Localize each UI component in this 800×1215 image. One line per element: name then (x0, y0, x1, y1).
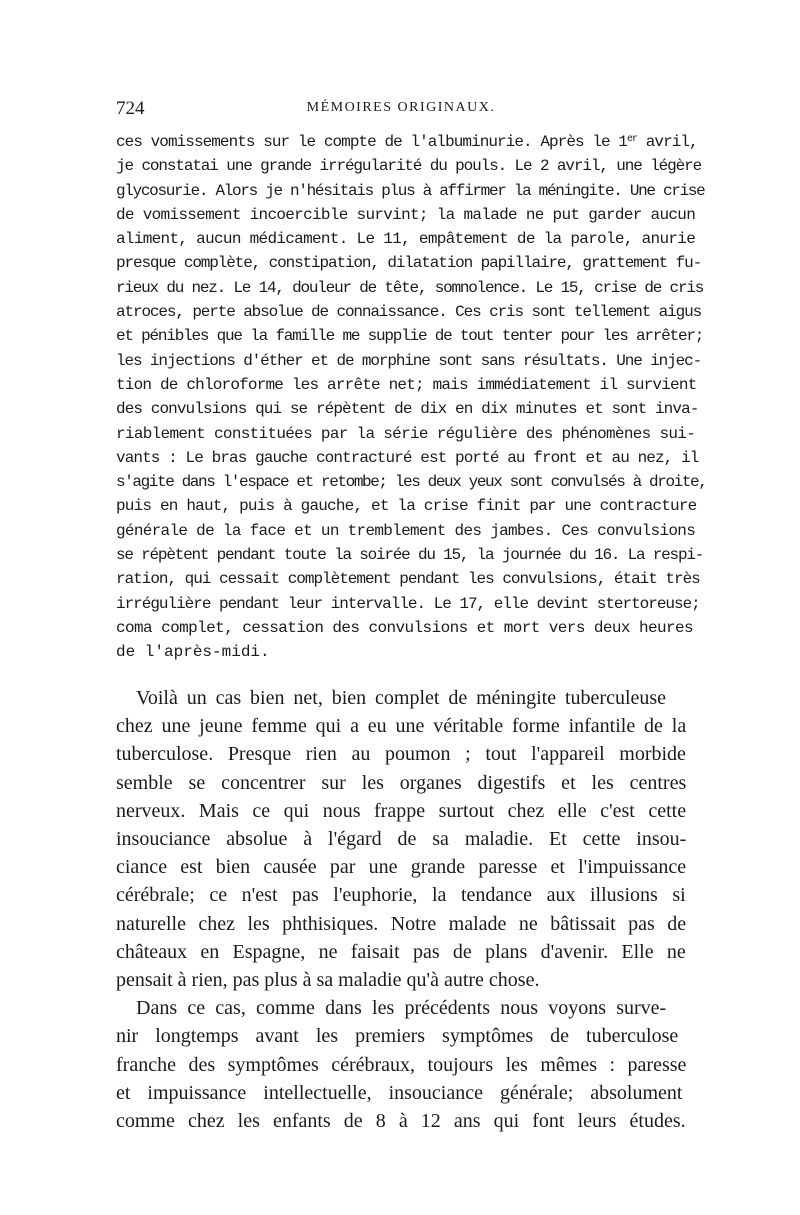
text-line: de vomissement incoercible survint; la malade ne put garder aucun (116, 205, 696, 224)
text-line: irrégulière pendant leur intervalle. Le 17, elle devint stertoreuse; (116, 594, 700, 613)
text-line: générale de la face et un tremblement des jambes. Ces convulsions (116, 521, 696, 540)
text-line: les injections d'éther et de morphine sont sans résultats. Une injec- (116, 351, 702, 370)
text-line: ciance est bien causée par une grande paresse et l'impuissance (116, 856, 687, 879)
text-line: naturelle chez les phthisiques. Notre malade ne bâtissait pas de (116, 912, 687, 935)
text-line: glycosurie. Alors je n'hésitais plus à affirmer la méningite. Une crise (116, 181, 705, 200)
text-line: de l'après-midi. (116, 643, 270, 662)
text-line: se répètent pendant toute la soirée du 15, la journée du 16. La respi- (116, 546, 704, 565)
text-line: chez une jeune femme qui a eu une véritable forme infantile de la (116, 715, 687, 738)
text-line: riablement constituées par la série régulière des phénomènes sui- (116, 424, 696, 443)
text-line: ration, qui cessait complètement pendant les convulsions, était très (116, 570, 700, 589)
text-line: ces vomissements sur le compte de l'albuminurie. Après le 1er avril, (116, 133, 698, 151)
text-line: tion de chloroforme les arrête net; mais immédiatement il survient (116, 375, 697, 394)
text-line: aliment, aucun médicament. Le 11, empâtement de la parole, anurie (116, 230, 696, 249)
running-head (116, 98, 686, 128)
text-line: coma complet, cessation des convulsions et mort vers deux heures (116, 618, 694, 637)
text-line: nerveux. Mais ce qui nous frappe surtout chez elle c'est cette (116, 799, 687, 822)
text-line: atroces, perte absolue de connaissance. Ces cris sont tellement aigus (116, 303, 702, 322)
text-line: châteaux en Espagne, ne faisait pas de plans d'avenir. Elle ne (116, 940, 686, 963)
text-line: insouciance absolue à l'égard de sa maladie. Et cette insou- (116, 828, 687, 851)
text-line: puis en haut, puis à gauche, et la crise finit par une contracture (116, 497, 697, 516)
text-line: je constatai une grande irrégularité du pouls. Le 2 avril, une légère (116, 157, 702, 176)
commentary-paragraph-2 (116, 994, 686, 1135)
text-line: semble se concentrer sur les organes digestifs et les centres (116, 771, 687, 794)
page-number: 724 (116, 98, 145, 119)
text-line: cérébrale; ce n'est pas l'euphorie, la tendance aux illusions si (116, 884, 686, 907)
text-line: et impuissance intellectuelle, insouciance générale; absolument (116, 1081, 683, 1104)
text-line: Voilà un cas bien net, bien complet de méningite tuberculeuse (136, 687, 667, 709)
text-line: tuberculose. Presque rien au poumon ; tout l'appareil morbide (116, 743, 686, 766)
text-line: et pénibles que la famille me supplie de tout tenter pour les arrêter; (116, 327, 704, 346)
text-line: des convulsions qui se répètent de dix en dix minutes et sont inva- (116, 400, 699, 419)
text-line: rieux du nez. Le 14, douleur de tête, somnolence. Le 15, crise de cris (116, 278, 704, 297)
commentary-paragraph-1 (116, 684, 686, 994)
text-line: pensait à rien, pas plus à sa maladie qu'à autre chose. (116, 969, 540, 992)
running-title: MÉMOIRES ORIGINAUX. (306, 100, 496, 115)
text-line: vants : Le bras gauche contracturé est porté au front et au nez, il (116, 448, 699, 467)
case-report-paragraph (116, 130, 707, 665)
text-line: nir longtemps avant les premiers symptômes de tuberculose (116, 1025, 679, 1048)
text-line: Dans ce cas, comme dans les précédents nous voyons surve- (136, 997, 667, 1020)
commentary-section (116, 684, 686, 1135)
text-line: presque complète, constipation, dilatation papillaire, grattement fu- (116, 254, 702, 273)
text-line: comme chez les enfants de 8 à 12 ans qui font leurs études. (116, 1110, 686, 1133)
text-line: s'agite dans l'espace et retombe; les deux yeux sont convulsés à droite, (116, 473, 707, 492)
text-line: franche des symptômes cérébraux, toujours les mêmes : paresse (116, 1053, 687, 1076)
